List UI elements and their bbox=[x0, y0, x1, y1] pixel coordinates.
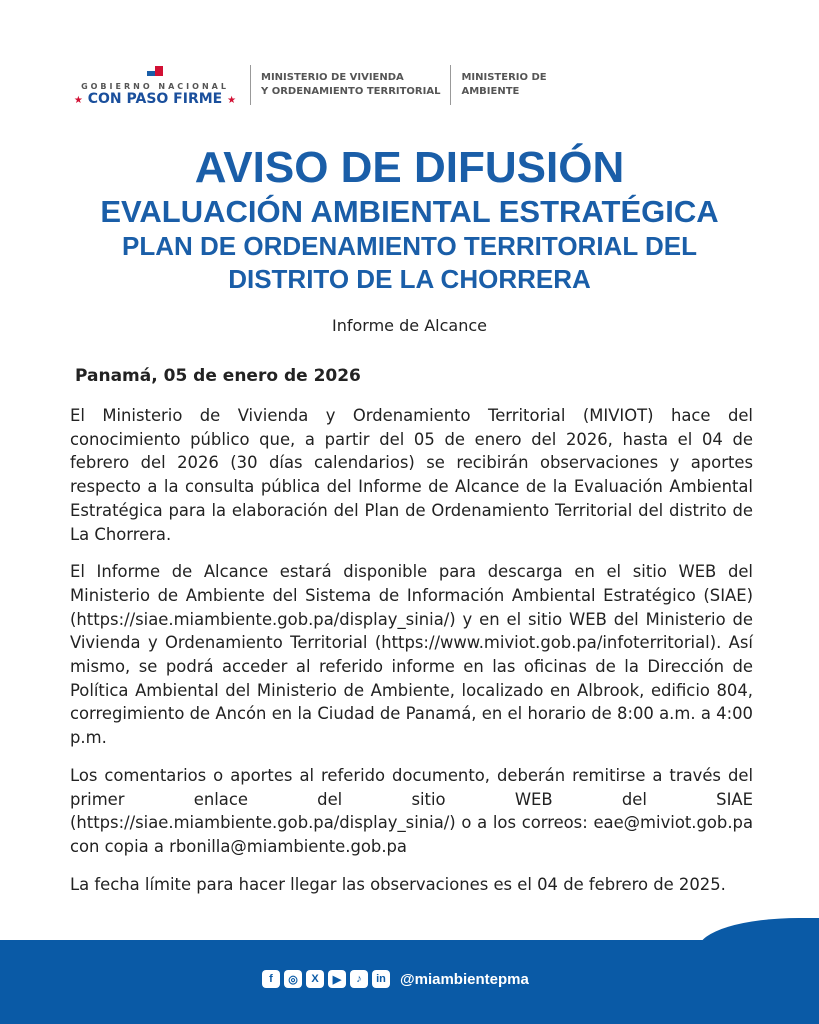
youtube-icon[interactable]: ▶ bbox=[328, 970, 346, 988]
logo-main bbox=[70, 91, 240, 107]
paragraph: La fecha límite para hacer llegar las observaciones es el 04 de febrero de 2025. bbox=[70, 874, 726, 894]
x-icon[interactable]: X bbox=[306, 970, 324, 988]
subtitle-plan-line1: PLAN DE ORDENAMIENTO TERRITORIAL DEL bbox=[122, 231, 697, 261]
document-subtitle: Informe de Alcance bbox=[332, 316, 487, 335]
date-line: Panamá, 05 de enero de 2026 bbox=[75, 366, 361, 386]
social-links bbox=[262, 970, 529, 988]
ministry-miviot bbox=[261, 71, 440, 99]
divider bbox=[450, 65, 451, 105]
gobierno-logo bbox=[70, 63, 240, 107]
tiktok-icon[interactable]: ♪ bbox=[350, 970, 368, 988]
header bbox=[70, 60, 547, 110]
ministry1-line1: MINISTERIO DE VIVIENDA bbox=[261, 72, 404, 83]
linkedin-icon[interactable]: in bbox=[372, 970, 390, 988]
facebook-icon[interactable]: f bbox=[262, 970, 280, 988]
paragraph: Los comentarios o aportes al referido documento, deberán remitirse a través del primer enlace del sitio WEB del SIAE (https://siae.miambiente.gob.pa/display_sinia/) o a los correos: eae@miviot.gob.pa con copia a rbonilla@miambiente.gob.pa bbox=[70, 765, 753, 856]
paragraph: El Ministerio de Vivienda y Ordenamiento Territorial (MIVIOT) hace del conocimiento público que, a partir del 05 de enero del 2026, hasta el 04 de febrero del 2026 (30 días calendarios) se recibirán observaciones y aportes respecto a la consulta pública del Informe de Alcance de la Evaluación Ambiental Estratégica para la elaboración del Plan de Ordenamiento Territorial del distrito de La Chorrera. bbox=[70, 406, 753, 544]
logo-top-text: GOBIERNO NACIONAL bbox=[81, 82, 229, 91]
ministry-ambiente bbox=[461, 71, 546, 99]
ministry2-line2: AMBIENTE bbox=[461, 86, 520, 97]
panama-flag-icon bbox=[147, 66, 163, 76]
paragraph: El Informe de Alcance estará disponible para descarga en el sitio WEB del Ministerio de Ambiente del Sistema de Información Ambiental Estratégico (SIAE) (https://siae.miambiente.gob.pa/display_sinia/) y en el sitio WEB del Ministerio de Vivienda y Ordenamiento Territorial (https://www.miviot.gob.pa/infoterritorial). Así mismo, se podrá acceder al referido informe en las oficinas de la Dirección de Política Ambiental del Ministerio de Ambiente, localizado en Albrook, edificio 804, corregimiento de Ancón en la Ciudad de Panamá, en el horario de 8:00 a.m. a 4:00 p.m. bbox=[70, 562, 753, 748]
body-text bbox=[70, 404, 753, 910]
subtitle-eae: EVALUACIÓN AMBIENTAL ESTRATÉGICA bbox=[100, 194, 719, 229]
ministry1-line2: Y ORDENAMIENTO TERRITORIAL bbox=[261, 86, 441, 97]
logo-main-text: CON PASO FIRME bbox=[87, 91, 223, 107]
title-block bbox=[0, 142, 819, 296]
star-icon: ★ bbox=[73, 95, 83, 106]
instagram-icon[interactable]: ◎ bbox=[284, 970, 302, 988]
subtitle-plan-line2: DISTRITO DE LA CHORRERA bbox=[228, 264, 591, 294]
social-handle: @miambientepma bbox=[400, 970, 529, 988]
star-icon: ★ bbox=[227, 95, 237, 106]
ministry2-line1: MINISTERIO DE bbox=[461, 72, 547, 83]
divider bbox=[250, 65, 251, 105]
main-title: AVISO DE DIFUSIÓN bbox=[194, 143, 625, 192]
